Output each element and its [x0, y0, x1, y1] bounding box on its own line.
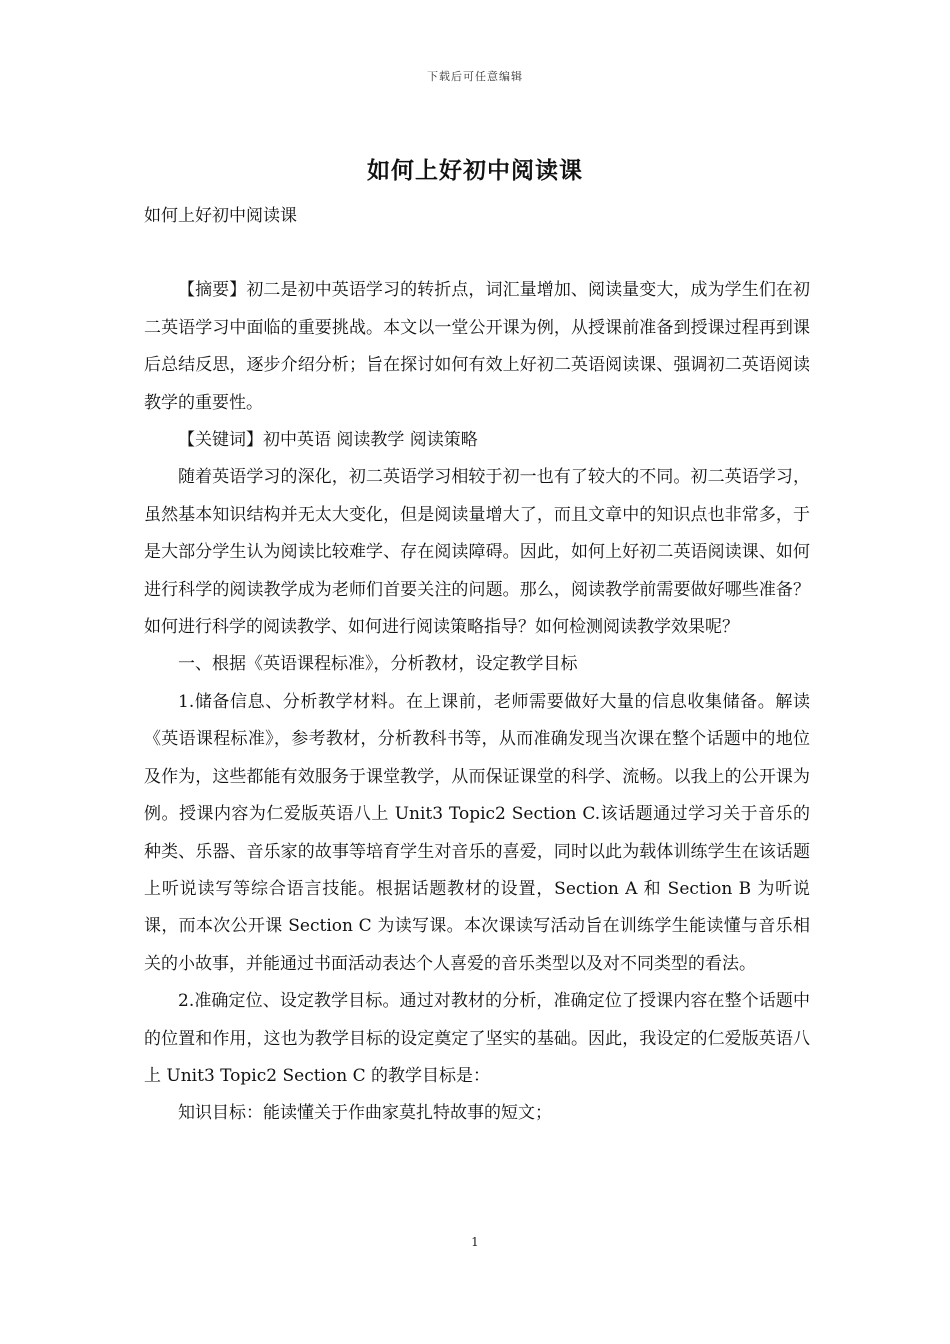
intro-paragraph: 随着英语学习的深化，初二英语学习相较于初一也有了较大的不同。初二英语学习，虽然基本知识结构并无太大变化，但是阅读量增大了，而且文章中的知识点也非常多，于是大部分学生认为阅读比较难学、存在阅读障碍。因此，如何上好初二英语阅读课、如何进行科学的阅读教学成为老师们首要关注的问题。那么，阅读教学前需要做好哪些准备？如何进行科学的阅读教学、如何进行阅读策略指导？如何检测阅读教学效果呢？ — [144, 467, 810, 638]
page-number: 1 — [471, 1235, 479, 1249]
point-2-paragraph: 2.准确定位、设定教学目标。通过对教材的分析，准确定位了授课内容在整个话题中的位置和作用，这也为教学目标的设定奠定了坚实的基础。因此，我设定的仁爱版英语八上 Unit3 Topic2 Section C 的教学目标是： — [144, 991, 810, 1086]
blank-line — [144, 235, 810, 272]
keywords-line: 【关键词】初中英语 阅读教学 阅读策略 — [178, 430, 478, 451]
document-title: 如何上好初中阅读课 — [367, 157, 583, 184]
header-note: 下载后可任意编辑 — [427, 70, 523, 83]
subtitle: 如何上好初中阅读课 — [144, 206, 297, 226]
point-1-paragraph: 1.储备信息、分析教学材料。在上课前，老师需要做好大量的信息收集储备。解读《英语课程标准》，参考教材，分析教科书等，从而准确发现当次课在整个话题中的地位及作为，这些都能有效服务于课堂教学，从而保证课堂的科学、流畅。以我上的公开课为例。授课内容为仁爱版英语八上 Unit3 Topic2 Section C.该话题通过学习关于音乐的种类、乐器、音乐家的故事等培育学生对音乐的喜爱，同时以此为载体训练学生在该话题上听说读写等综合语言技能。根据话题教材的设置，Section A 和 Section B 为听说课，而本次公开课 Section C 为读写课。本次课读写活动旨在训练学生能读懂与音乐相关的小故事，并能通过书面活动表达个人喜爱的音乐类型以及对不同类型的看法。 — [144, 691, 810, 974]
abstract-paragraph: 【摘要】初二是初中英语学习的转折点，词汇量增加、阅读量变大，成为学生们在初二英语学习中面临的重要挑战。本文以一堂公开课为例，从授课前准备到授课过程再到课后总结反思，逐步介绍分析；旨在探讨如何有效上好初二英语阅读课、强调初二英语阅读教学的重要性。 — [144, 280, 810, 413]
section-heading: 一、根据《英语课程标准》，分析教材，设定教学目标 — [178, 654, 578, 675]
document-body — [144, 198, 810, 1133]
knowledge-goal-line: 知识目标：能读懂关于作曲家莫扎特故事的短文； — [178, 1103, 552, 1124]
